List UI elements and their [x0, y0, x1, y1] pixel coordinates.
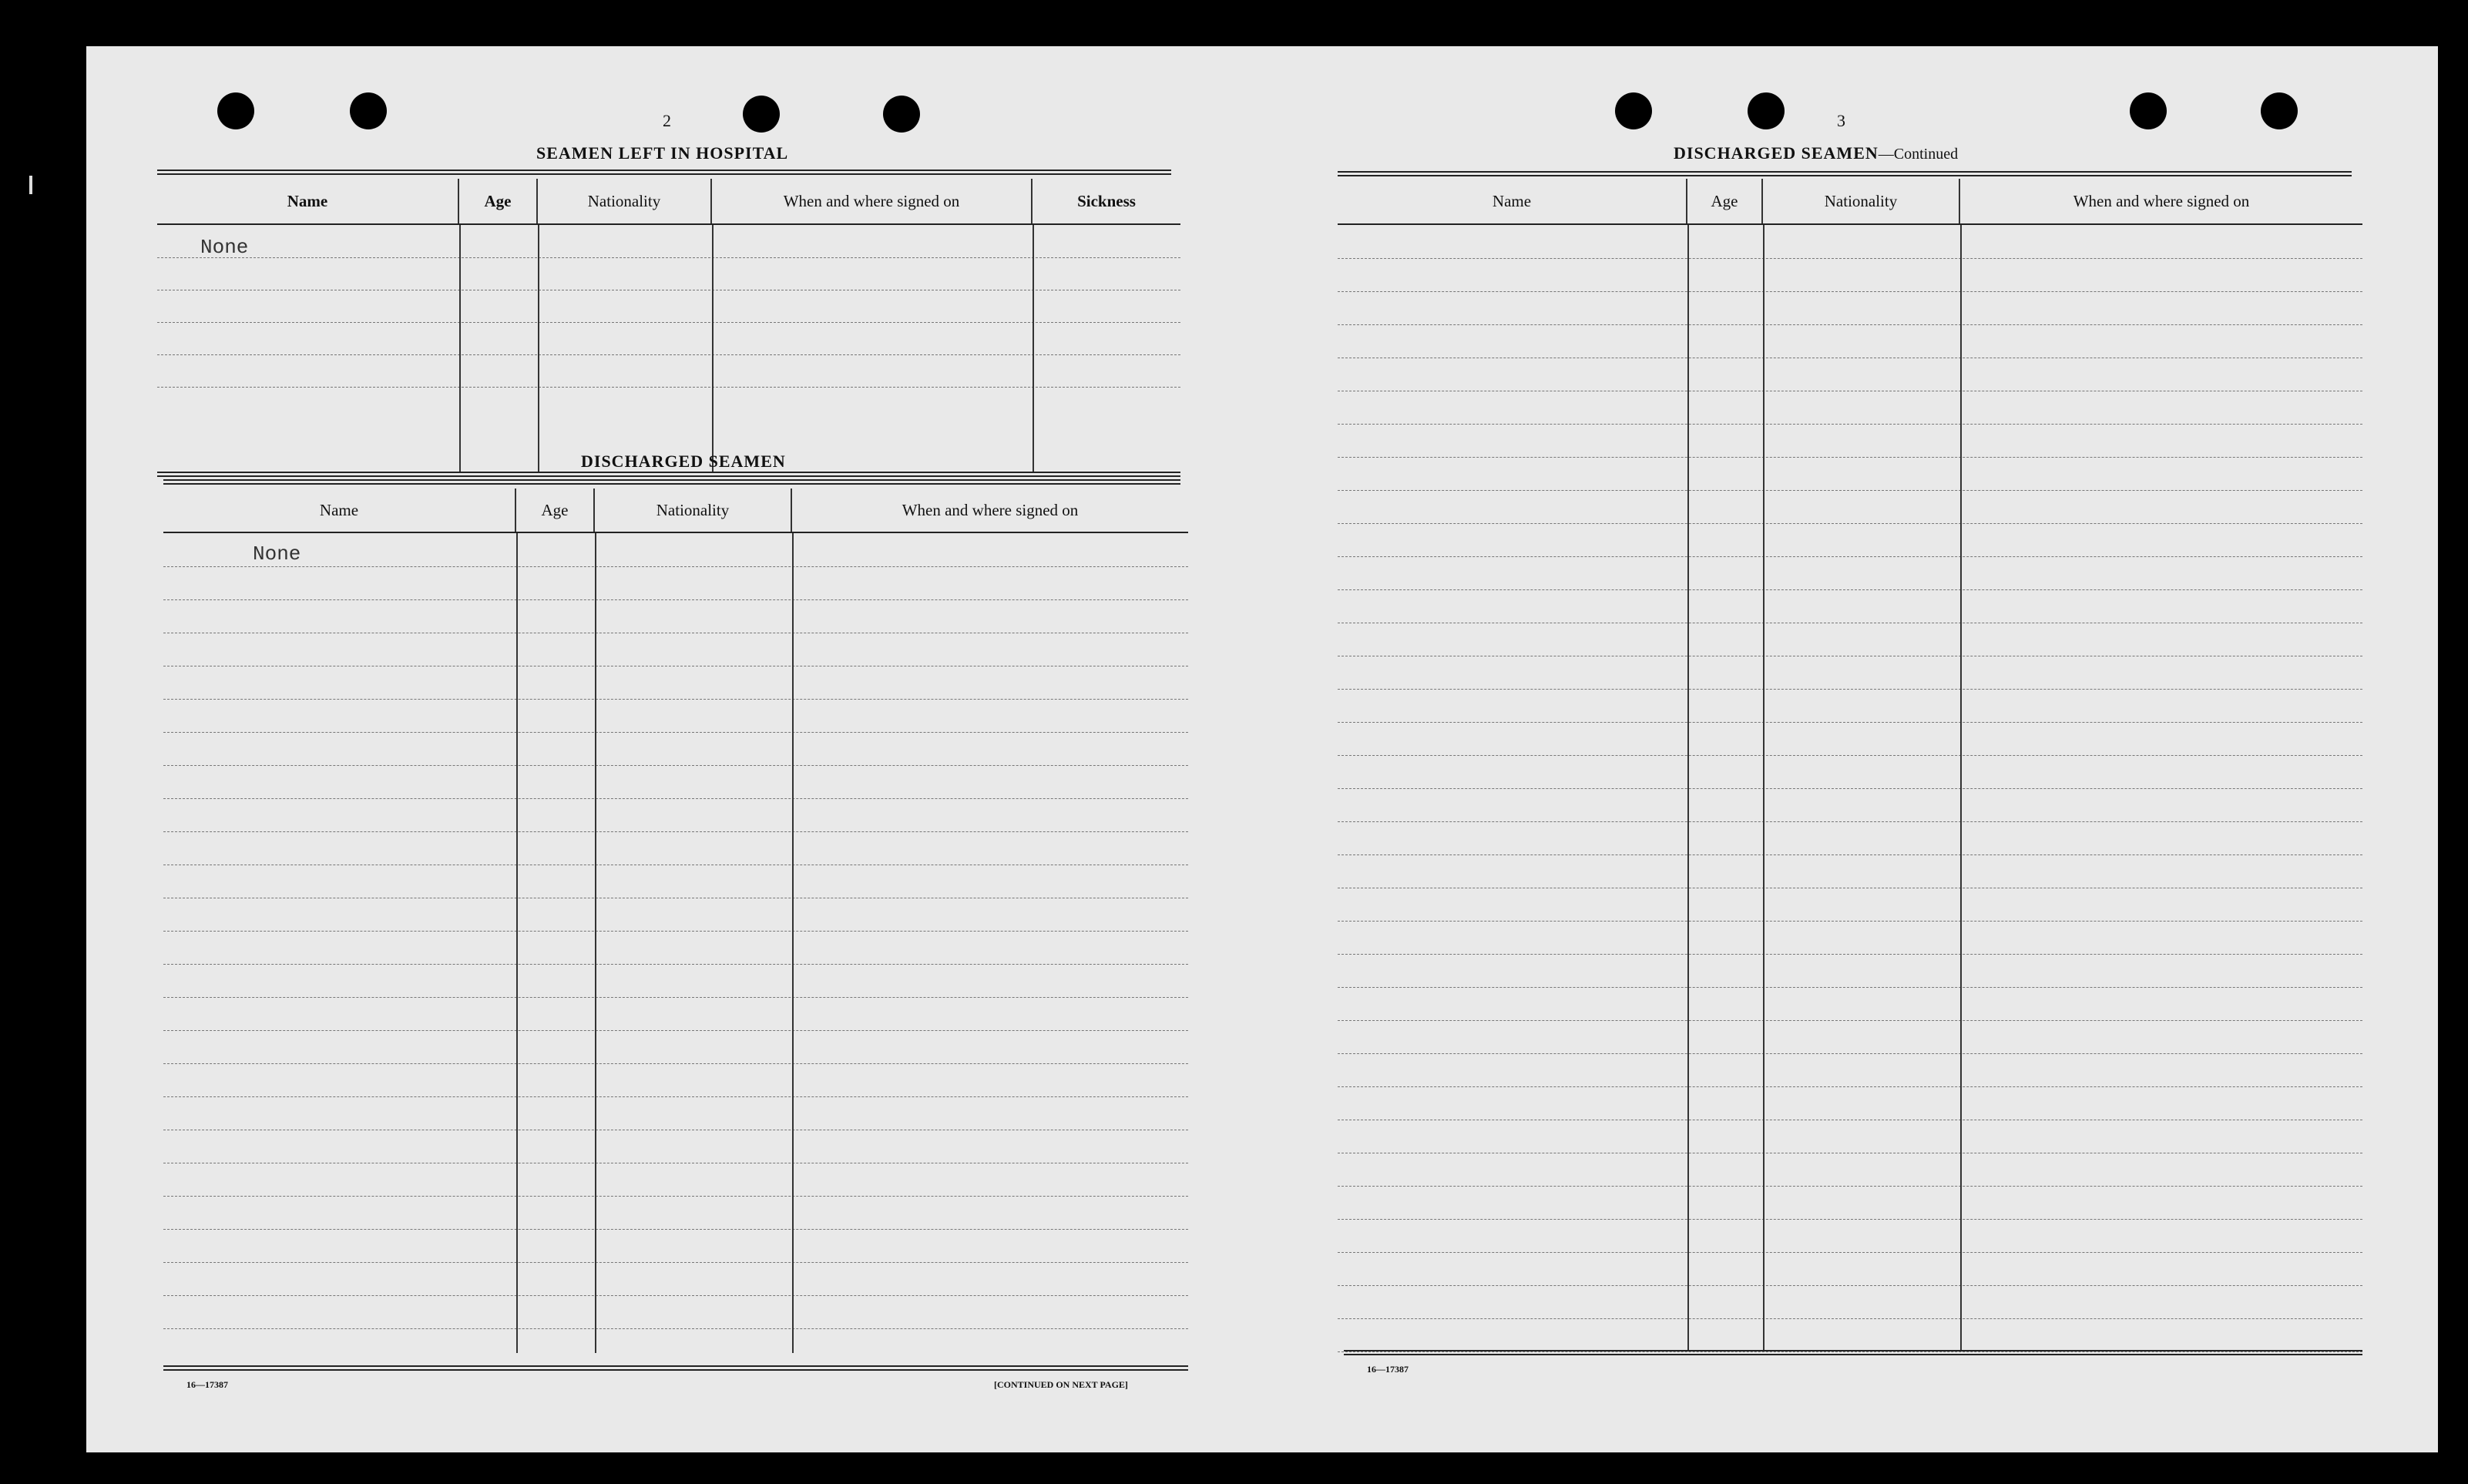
- title-rule: [157, 170, 1171, 175]
- table-row-line: [1338, 324, 2362, 325]
- table-row-line: [157, 354, 1180, 355]
- binder-hole: [217, 92, 254, 129]
- continued-note: [CONTINUED ON NEXT PAGE]: [994, 1379, 1128, 1390]
- table-row-line: [163, 732, 1188, 733]
- table-row-line: [163, 964, 1188, 965]
- table-row-line: [163, 1262, 1188, 1263]
- table-row-line: [1338, 457, 2362, 458]
- table-row-line: [1338, 788, 2362, 789]
- table-row-line: [163, 1328, 1188, 1329]
- col-header-name: Name: [163, 489, 516, 532]
- table-row-line: [1338, 1219, 2362, 1220]
- table-row-line: [1338, 424, 2362, 425]
- binder-hole: [1615, 92, 1652, 129]
- table-row-line: [163, 798, 1188, 799]
- table-row-line: [1338, 689, 2362, 690]
- discharged-table: [163, 489, 1188, 1375]
- col-header-sickness: Sickness: [1077, 191, 1136, 210]
- table-row-line: [163, 699, 1188, 700]
- col-header-name: Name: [157, 179, 459, 223]
- col-divider: [1687, 225, 1689, 1351]
- table-bottom-rule: [1344, 1350, 2362, 1355]
- table-row-line: [1338, 589, 2362, 590]
- table-row-line: [163, 1030, 1188, 1031]
- col-header-age: Age: [1687, 179, 1763, 223]
- col-header-when-where: When and where signed on: [902, 500, 1079, 519]
- right-section-title: [1674, 143, 1958, 163]
- table-bottom-rule: [163, 1365, 1188, 1371]
- section-rule: [157, 472, 1180, 477]
- col-divider: [792, 533, 794, 1353]
- title-rule: [163, 479, 1180, 485]
- col-header-name: Name: [1338, 179, 1687, 223]
- continued-table-header: [1338, 179, 2362, 225]
- binder-hole: [1748, 92, 1785, 129]
- col-divider: [712, 225, 714, 472]
- col-header-when-where: When and where signed on: [712, 179, 1033, 223]
- hospital-entry-none: None: [200, 236, 249, 259]
- table-row-line: [157, 257, 1180, 258]
- page-number-left: 2: [663, 111, 671, 130]
- form-sheet: [86, 46, 2438, 1452]
- right-title-suffix: —Continued: [1878, 146, 1959, 163]
- table-row-line: [1338, 1053, 2362, 1054]
- table-row-line: [163, 1096, 1188, 1097]
- col-divider: [516, 533, 518, 1353]
- binder-hole: [743, 96, 780, 133]
- table-row-line: [157, 322, 1180, 323]
- right-title-main: DISCHARGED SEAMEN: [1674, 143, 1879, 163]
- table-row-line: [1338, 987, 2362, 988]
- form-number-left: 16—17387: [186, 1379, 228, 1390]
- col-header-nationality: Nationality: [1763, 179, 1960, 223]
- table-row-line: [1338, 523, 2362, 524]
- table-row-line: [1338, 1318, 2362, 1319]
- table-row-line: [1338, 1252, 2362, 1253]
- col-divider: [1033, 225, 1034, 472]
- col-header-age: Age: [516, 489, 595, 532]
- discharged-entry-none: None: [253, 542, 301, 566]
- col-header-nationality: Nationality: [595, 489, 792, 532]
- table-row-line: [1338, 291, 2362, 292]
- table-row-line: [1338, 854, 2362, 855]
- table-row-line: [1338, 954, 2362, 955]
- table-row-line: [1338, 755, 2362, 756]
- table-row-line: [1338, 921, 2362, 922]
- binder-hole: [2130, 92, 2167, 129]
- table-row-line: [1338, 1285, 2362, 1286]
- table-row-line: [1338, 722, 2362, 723]
- table-row-line: [1338, 1020, 2362, 1021]
- table-row-line: [163, 765, 1188, 766]
- binder-hole: [883, 96, 920, 133]
- table-row-line: [163, 1196, 1188, 1197]
- hospital-section-title: SEAMEN LEFT IN HOSPITAL: [536, 143, 789, 163]
- table-row-line: [157, 387, 1180, 388]
- table-row-line: [1338, 490, 2362, 491]
- binder-hole: [2261, 92, 2298, 129]
- table-row-line: [163, 1229, 1188, 1230]
- discharged-table-header: [163, 489, 1188, 533]
- form-number-right: 16—17387: [1367, 1364, 1409, 1375]
- table-row-line: [1338, 1186, 2362, 1187]
- col-header-age: Age: [459, 179, 538, 223]
- col-header-nationality: Nationality: [538, 179, 712, 223]
- table-row-line: [163, 831, 1188, 832]
- col-divider: [459, 225, 461, 472]
- discharged-section-title: DISCHARGED SEAMEN: [581, 452, 786, 471]
- table-row-line: [163, 1295, 1188, 1296]
- col-header-when-where: When and where signed on: [2073, 191, 2250, 210]
- table-row-line: [1338, 821, 2362, 822]
- title-rule: [1338, 171, 2352, 176]
- col-divider: [538, 225, 539, 472]
- binder-hole: [350, 92, 387, 129]
- scan-mark: [29, 176, 32, 194]
- col-divider: [595, 533, 596, 1353]
- discharged-continued-table: [1338, 179, 2362, 1358]
- table-row-line: [163, 599, 1188, 600]
- table-row-line: [163, 1063, 1188, 1064]
- col-divider: [1763, 225, 1765, 1351]
- table-row-line: [163, 997, 1188, 998]
- table-row-line: [1338, 556, 2362, 557]
- hospital-table: [157, 179, 1180, 478]
- table-row-line: [1338, 258, 2362, 259]
- page-number-right: 3: [1837, 111, 1845, 130]
- table-row-line: [1338, 1086, 2362, 1087]
- col-divider: [1960, 225, 1962, 1351]
- hospital-table-header: [157, 179, 1180, 225]
- table-row-line: [163, 566, 1188, 567]
- table-row-line: [163, 931, 1188, 932]
